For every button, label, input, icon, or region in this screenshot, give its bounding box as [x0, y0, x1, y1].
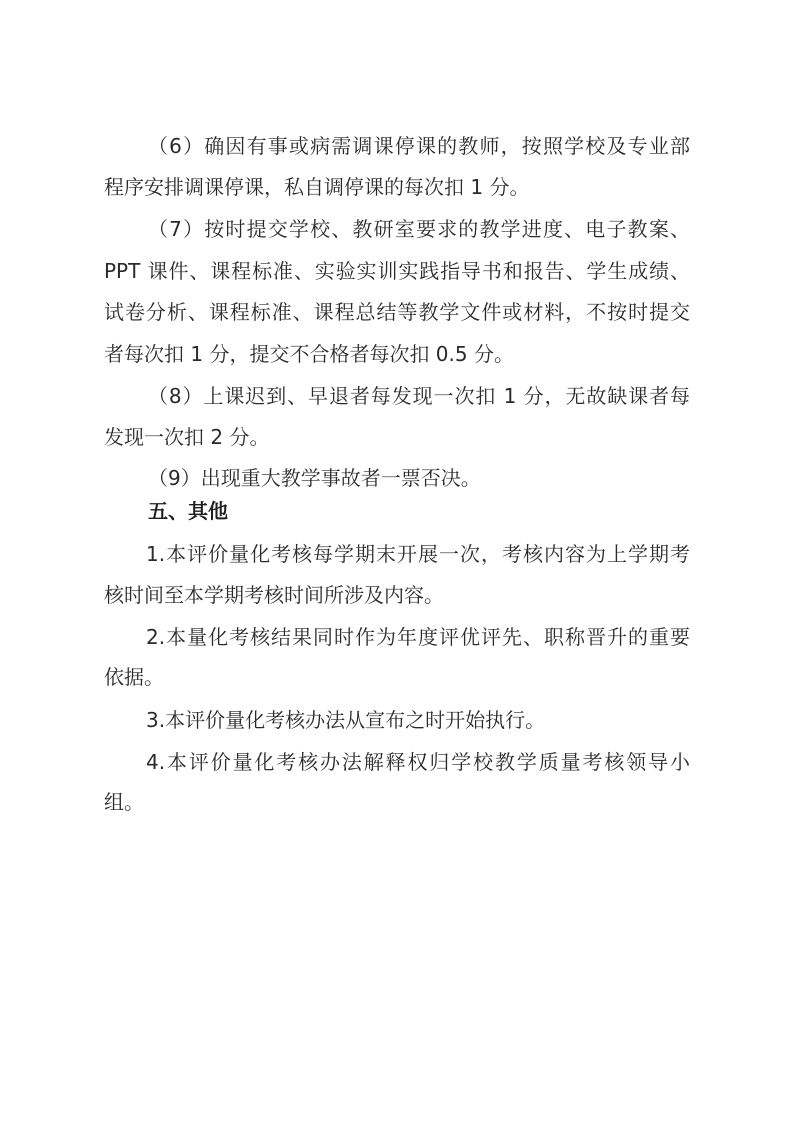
- other-3-line-1: 3.本评价量化考核办法从宣布之时开始执行。: [146, 708, 546, 732]
- item-7-line-3: 试卷分析、课程标准、课程总结等教学文件或材料，不按时提交: [104, 300, 690, 324]
- other-2-line-2: 依据。: [104, 665, 164, 689]
- item-9-line-1: （9）出现重大教学事故者一票否决。: [148, 466, 481, 490]
- item-6-line-2: 程序安排调课停课，私自调停课的每次扣 1 分。: [104, 175, 530, 199]
- other-4-line-2: 组。: [104, 790, 144, 814]
- item-7-line-2: PPT 课件、课程标准、实验实训实践指导书和报告、学生成绩、: [104, 259, 690, 283]
- other-1-line-2: 核时间至本学期考核时间所涉及内容。: [104, 583, 444, 607]
- item-8-line-2: 发现一次扣 2 分。: [104, 425, 270, 449]
- other-4-line-1: 4.本评价量化考核办法解释权归学校教学质量考核领导小: [146, 750, 690, 774]
- item-8-line-1: （8）上课迟到、早退者每发现一次扣 1 分，无故缺课者每: [148, 384, 690, 408]
- other-2-line-1: 2.本量化考核结果同时作为年度评优评先、职称晋升的重要: [146, 625, 690, 649]
- item-7-line-4: 者每次扣 1 分，提交不合格者每次扣 0.5 分。: [104, 342, 514, 366]
- item-7-line-1: （7）按时提交学校、教研室要求的教学进度、电子教案、: [148, 217, 690, 241]
- section-heading-other: 五、其他: [148, 499, 228, 523]
- other-1-line-1: 1.本评价量化考核每学期末开展一次，考核内容为上学期考: [146, 542, 690, 566]
- item-6-line-1: （6）确因有事或病需调课停课的教师，按照学校及专业部: [148, 134, 690, 158]
